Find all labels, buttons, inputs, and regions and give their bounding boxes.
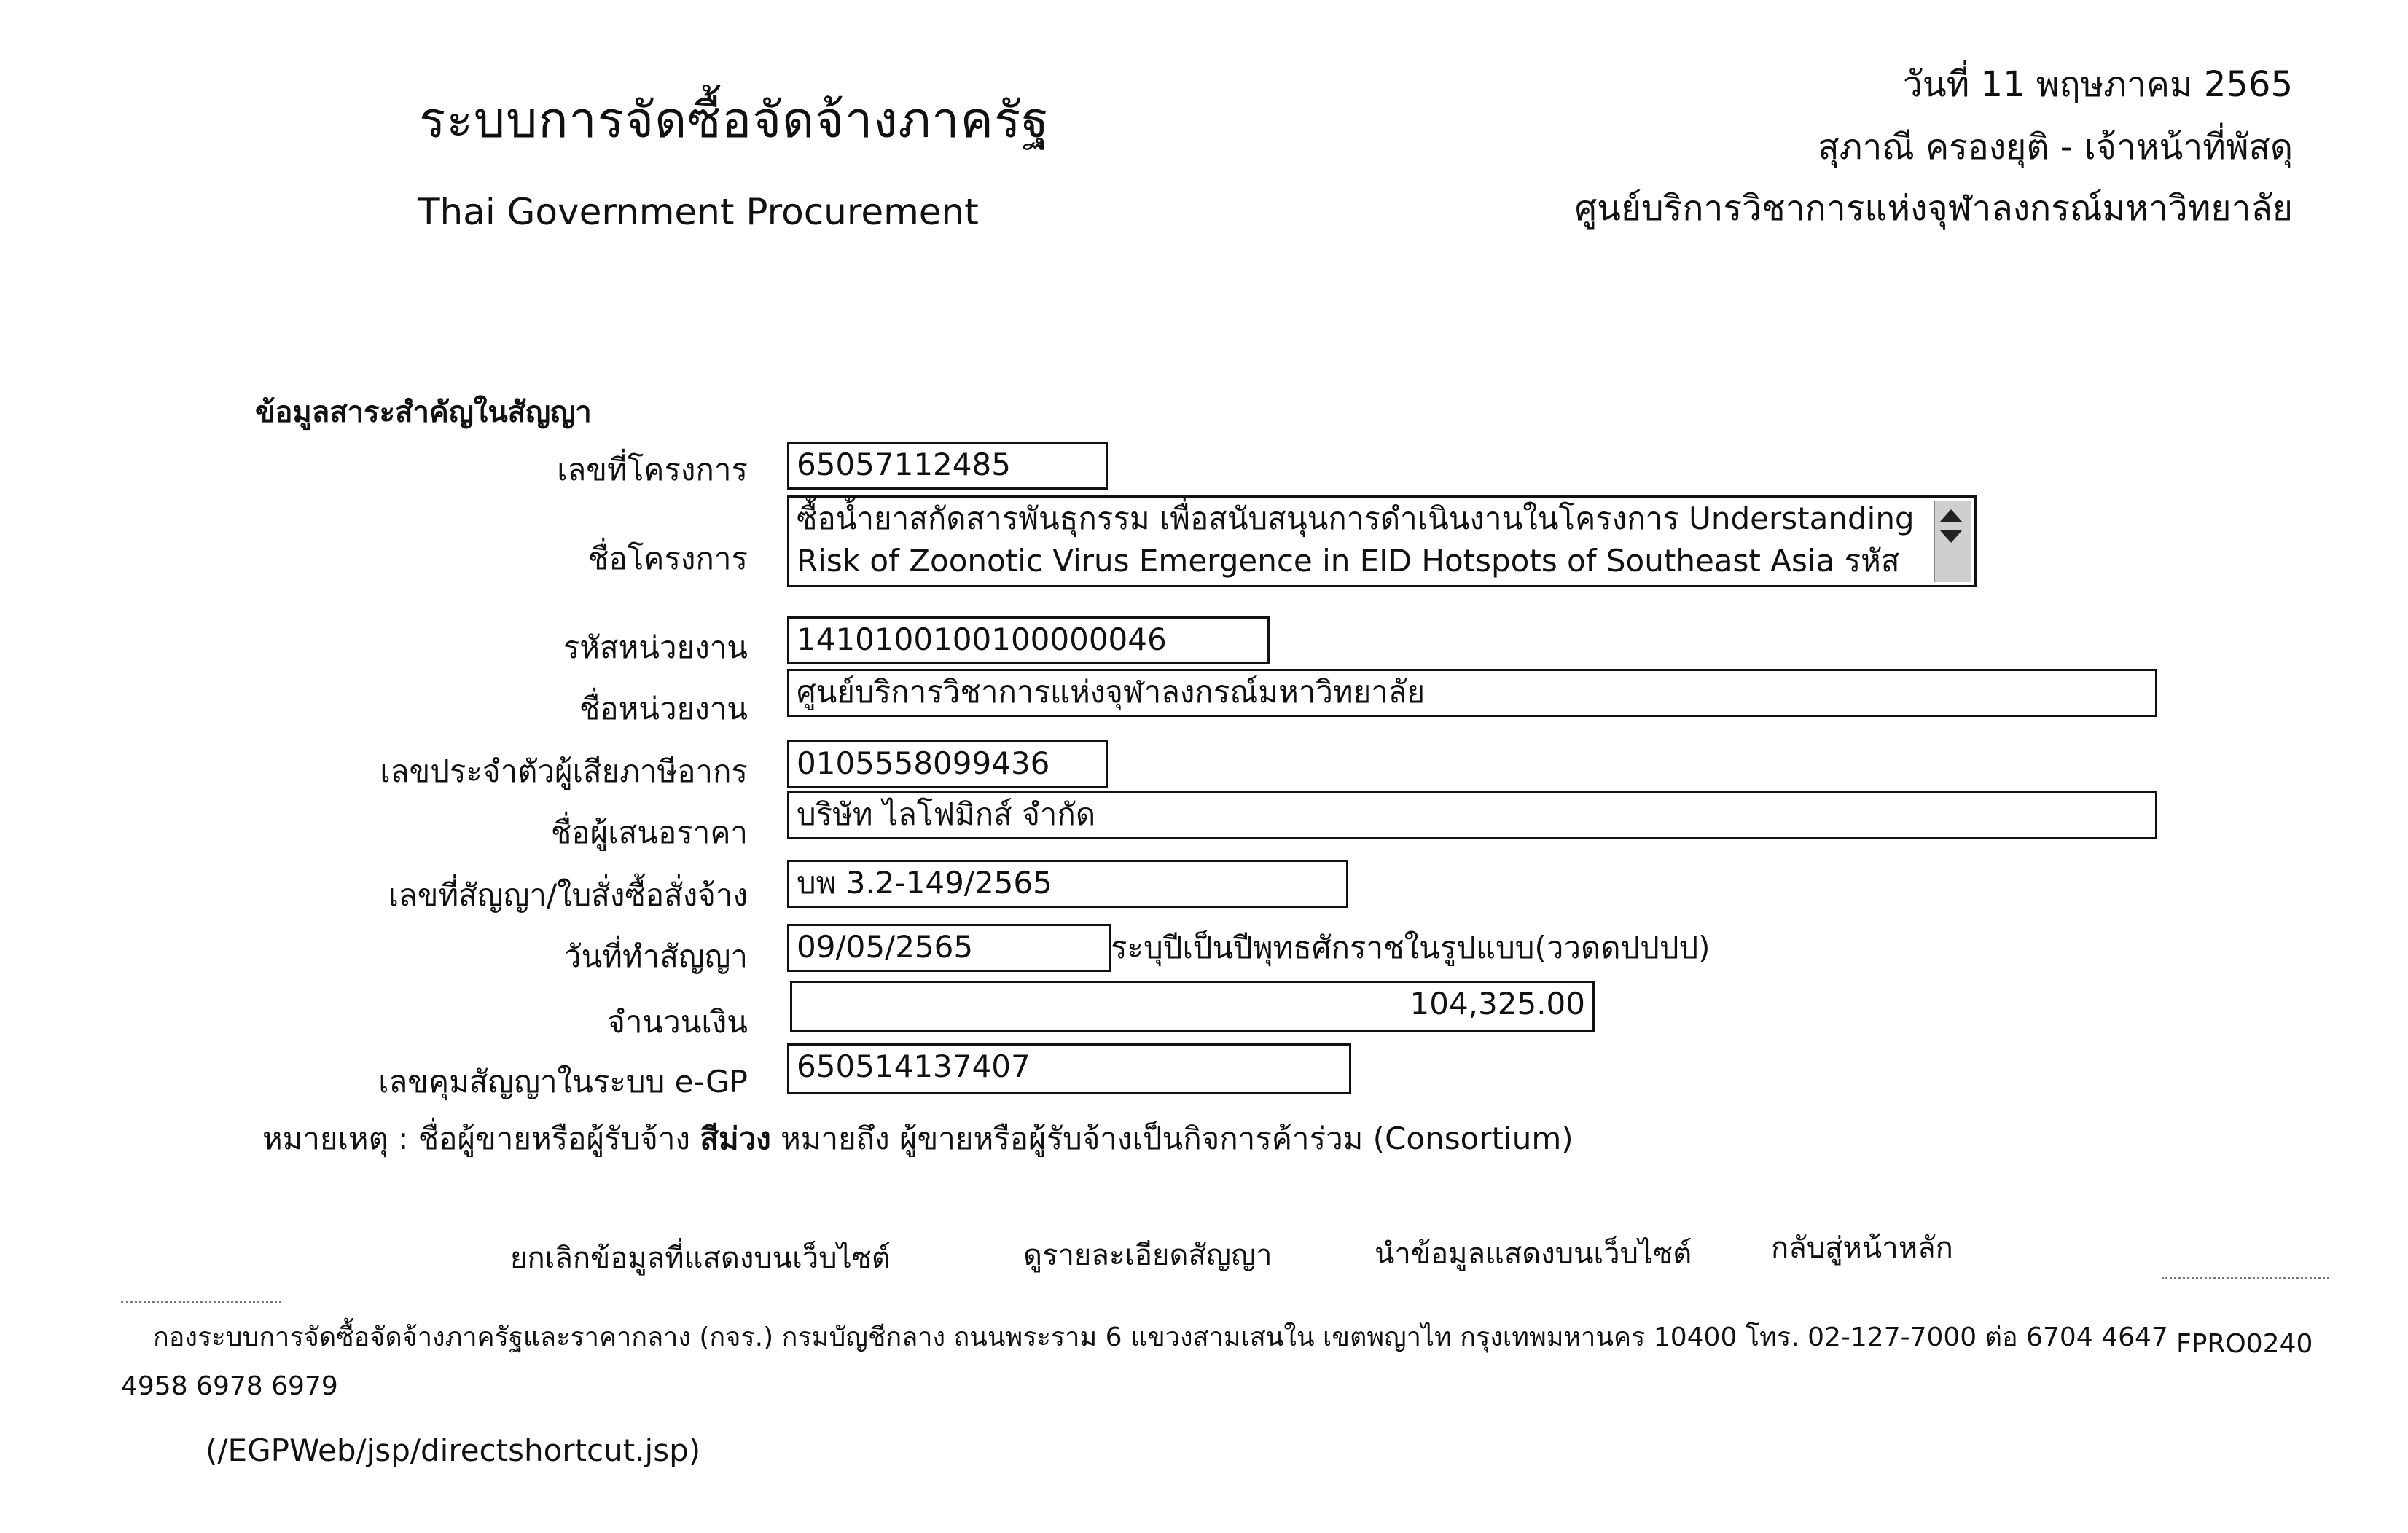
header-date: วันที่ 11 พฤษภาคม 2565: [1902, 64, 2293, 105]
dotted-mark-left: [121, 1301, 281, 1303]
footer-address-line2: 4958 6978 6979: [121, 1371, 338, 1401]
page-path: (/EGPWeb/jsp/directshortcut.jsp): [206, 1432, 701, 1468]
consortium-remark: [262, 1115, 1574, 1163]
project-number-field[interactable]: 65057112485: [787, 442, 1108, 490]
scroll-up-arrow-icon[interactable]: [1939, 509, 1963, 522]
date-format-hint: ระบุปีเป็นปีพุทธศักราชในรูปแบบ(ววดดปปปป): [1111, 930, 1711, 965]
project-name-text: ซื้อน้ำยาสกัดสารพันธุกรรม เพื่อสนับสนุนการดำเนินงานในโครงการ Understanding Risk of Zoonotic Virus Emergence in EID Hotspots of Southeast Asia รหัส: [797, 501, 1915, 579]
contract-date-label: วันที่ทำสัญญา: [563, 938, 748, 974]
header-user: สุภาณี ครองยุติ - เจ้าหน้าที่พัสดุ: [1818, 127, 2293, 168]
dotted-mark-right: [2162, 1277, 2329, 1279]
amount-field[interactable]: 104,325.00: [790, 981, 1595, 1032]
contract-date-field[interactable]: 09/05/2565: [787, 924, 1111, 972]
page-code: FPRO0240: [2176, 1329, 2313, 1359]
remark-color-word: สีม่วง: [700, 1121, 771, 1156]
agency-code-field[interactable]: 1410100100100000046: [787, 616, 1270, 664]
agency-code-label: รหัสหน่วยงาน: [563, 630, 748, 665]
contract-number-field[interactable]: บพ 3.2-149/2565: [787, 860, 1348, 908]
project-name-label: ชื่อโครงการ: [587, 541, 748, 576]
tax-id-field[interactable]: 0105558099436: [787, 740, 1108, 788]
remark-suffix: หมายถึง ผู้ขายหรือผู้รับจ้างเป็นกิจการค้าร่วม (Consortium): [781, 1121, 1574, 1156]
header-organization: ศูนย์บริการวิชาการแห่งจุฬาลงกรณ์มหาวิทยาลัย: [1574, 188, 2293, 229]
amount-label: จำนวนเงิน: [607, 1004, 748, 1040]
system-title-thai: ระบบการจัดซื้อจัดจ้างภาครัฐ: [419, 92, 1050, 149]
bidder-name-field[interactable]: บริษัท ไลโฟมิกส์ จำกัด: [787, 791, 2157, 839]
remark-prefix: หมายเหตุ : ชื่อผู้ขายหรือผู้รับจ้าง: [262, 1121, 690, 1156]
egp-control-number-label: เลขคุมสัญญาในระบบ e-GP: [378, 1064, 748, 1099]
project-number-label: เลขที่โครงการ: [557, 452, 748, 487]
system-title-english: Thai Government Procurement: [418, 191, 979, 233]
textarea-scrollbar[interactable]: [1934, 501, 1971, 582]
view-contract-detail-link[interactable]: ดูรายละเอียดสัญญา: [1023, 1239, 1273, 1272]
agency-name-field[interactable]: ศูนย์บริการวิชาการแห่งจุฬาลงกรณ์มหาวิทยาลัย: [787, 669, 2157, 717]
tax-id-label: เลขประจำตัวผู้เสียภาษีอากร: [380, 753, 748, 789]
publish-website-data-link[interactable]: นำข้อมูลแสดงบนเว็บไซต์: [1375, 1237, 1692, 1271]
cancel-website-data-link[interactable]: ยกเลิกข้อมูลที่แสดงบนเว็บไซต์: [510, 1242, 891, 1275]
egp-control-number-field[interactable]: 650514137407: [787, 1043, 1351, 1094]
back-to-home-link[interactable]: กลับสู่หน้าหลัก: [1771, 1231, 1953, 1265]
contract-info-heading: ข้อมูลสาระสำคัญในสัญญา: [255, 396, 592, 429]
agency-name-label: ชื่อหน่วยงาน: [579, 691, 748, 726]
project-name-textarea[interactable]: [787, 495, 1977, 587]
footer-address-line1: กองระบบการจัดซื้อจัดจ้างภาครัฐและราคากลาง (กจร.) กรมบัญชีกลาง ถนนพระราม 6 แขวงสามเสนใน เขตพญาไท กรุงเทพมหานคร 10400 โทร. 02-127-7000 ต่อ 6704 4647: [153, 1322, 2168, 1352]
scroll-down-arrow-icon[interactable]: [1939, 530, 1963, 543]
bidder-name-label: ชื่อผู้เสนอราคา: [550, 815, 748, 850]
contract-number-label: เลขที่สัญญา/ใบสั่งซื้อสั่งจ้าง: [388, 877, 748, 913]
